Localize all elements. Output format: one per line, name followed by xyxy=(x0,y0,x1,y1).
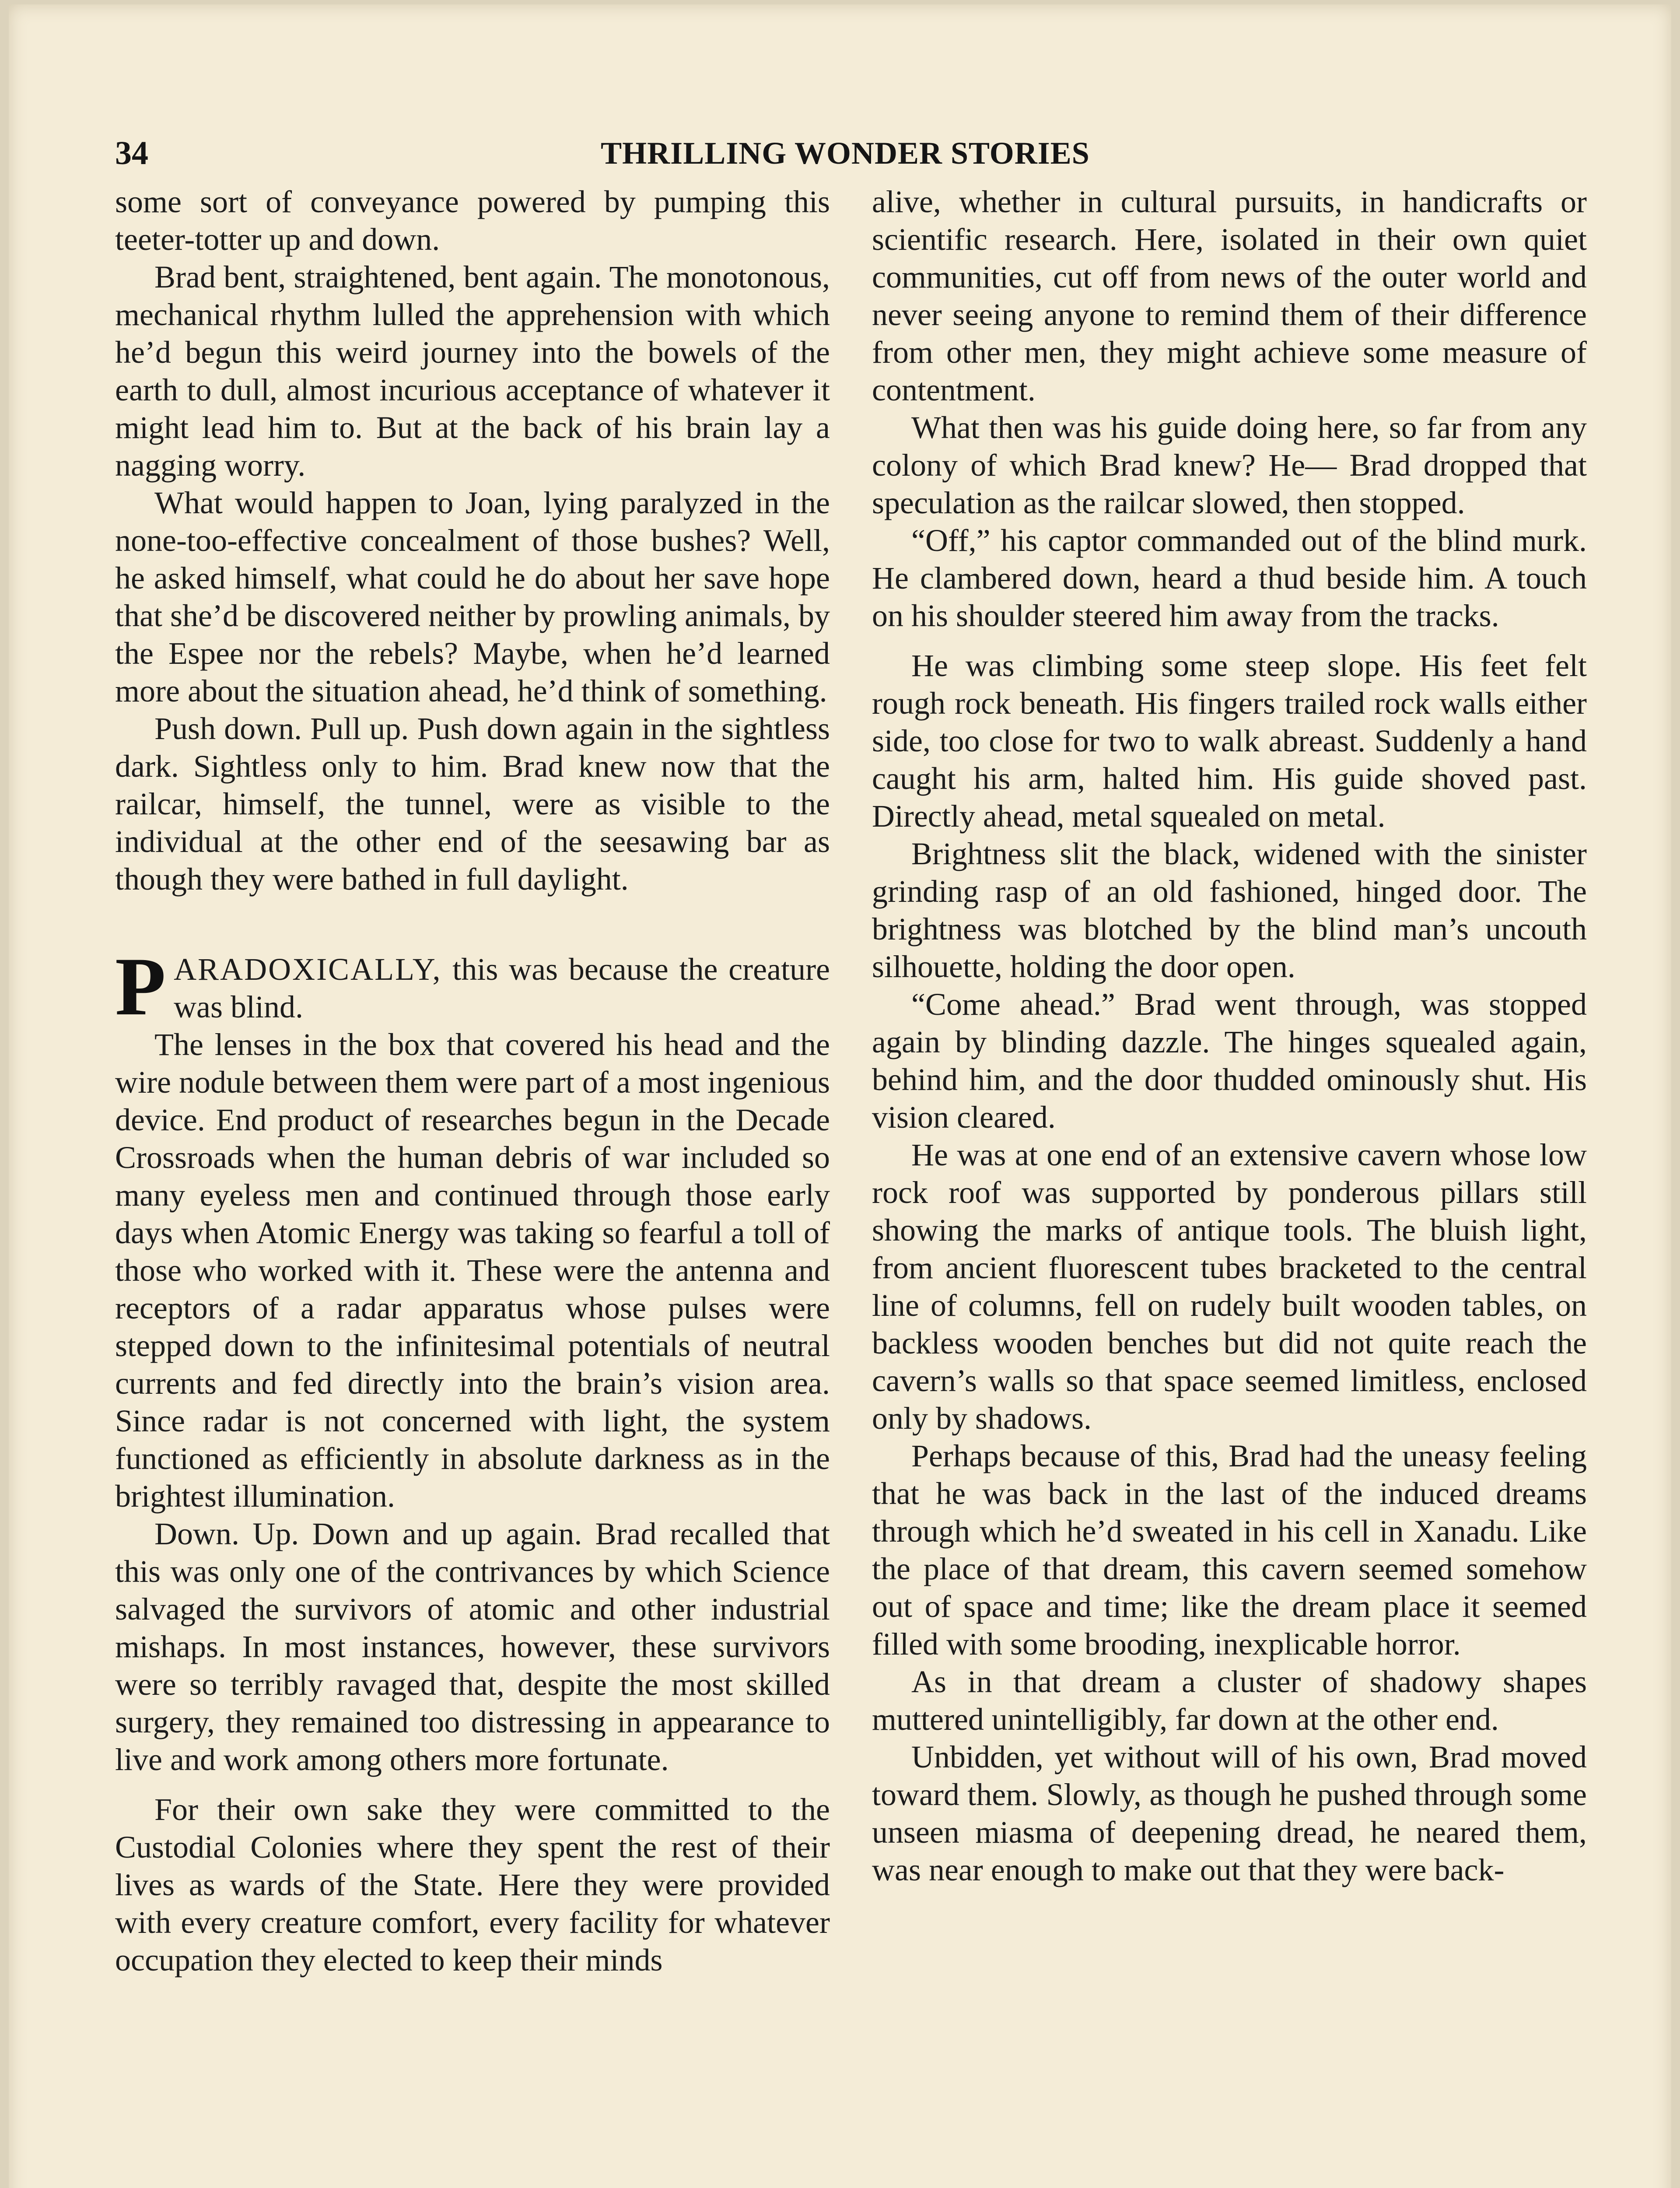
paragraph: Perhaps because of this, Brad had the uneasy feeling that he was back in the last of the induced dreams through which he’d sweated in his cell in Xanadu. Like the place of that dream, this cavern seemed somehow out of space and time; like the dream place it seemed filled with some brooding, inexplicable horror. xyxy=(872,1438,1587,1662)
running-head-title: THRILLING WONDER STORIES xyxy=(601,136,1090,171)
paragraph: What then was his guide doing here, so far from any colony of which Brad knew? He— Brad dropped that speculation as the railcar slowed, then stopped. xyxy=(872,410,1587,520)
paragraph: Brightness slit the black, widened with the sinister grinding rasp of an old fashioned, hinged door. The brightness was blotched by the blind man’s uncouth silhouette, holding the door open. xyxy=(872,836,1587,984)
magazine-page xyxy=(9,4,1671,2188)
paragraph: Down. Up. Down and up again. Brad recalled that this was only one of the contrivances by which Science salvaged the survivors of atomic and other industrial mishaps. In most instances, however, these survivors were so terribly ravaged that, despite the most skilled surgery, they remained too distressing in appearance to live and work among others more fortunate. xyxy=(115,1516,830,1777)
paragraph: “Off,” his captor commanded out of the blind murk. He clambered down, heard a thud beside him. A touch on his shoulder steered him away from the tracks. xyxy=(872,523,1587,633)
paragraph: He was climbing some steep slope. His feet felt rough rock beneath. His fingers trailed rock walls either side, too close for two to walk abreast. Suddenly a hand caught his arm, halted him. His guide shoved past. Directly ahead, metal squealed on metal. xyxy=(872,648,1587,834)
paragraph: As in that dream a cluster of shadowy shapes muttered unintelligibly, far down at the other end. xyxy=(872,1664,1587,1737)
paragraph: “Come ahead.” Brad went through, was stopped again by blinding dazzle. The hinges squealed again, behind him, and the door thudded ominously shut. His vision cleared. xyxy=(872,987,1587,1135)
paragraph: Brad bent, straightened, bent again. The monotonous, mechanical rhythm lulled the apprehension with which he’d begun this weird journey into the bowels of the earth to dull, almost incurious acceptance of whatever it might lead him to. But at the back of his brain lay a nagging worry. xyxy=(115,259,830,483)
paragraph: What would happen to Joan, lying paralyzed in the none-too-effective concealment of those bushes? Well, he asked himself, what could he do about her save hope that she’d be discovered neither by prowling animals, by the Espee nor the rebels? Maybe, when he’d learned more about the situation ahead, he’d think of something. xyxy=(115,485,830,708)
paragraph: Unbidden, yet without will of his own, Brad moved toward them. Slowly, as though he pushed through some unseen miasma of deepening dread, he neared them, was near enough to make out that they were back- xyxy=(872,1739,1587,1887)
page-number: 34 xyxy=(115,135,148,172)
paragraph-text: this was because the creature was blind. xyxy=(174,952,830,1024)
page-header xyxy=(115,131,1575,175)
paragraph: Push down. Pull up. Push down again in the sightless dark. Sightless only to him. Brad knew now that the railcar, himself, the tunnel, were as visible to the individual at the other end of the seesawing bar as though they were bathed in full daylight. xyxy=(115,711,830,897)
right-text-column xyxy=(872,183,1587,1889)
small-caps-lead: ARADOXICALLY, xyxy=(174,952,442,987)
paragraph: The lenses in the box that covered his head and the wire nodule between them were part of a most ingenious device. End product of researches begun in the Decade Crossroads when the human debris of war included so many eyeless men and continued through those early days when Atomic Energy was taking so fearful a toll of those who worked with it. These were the antenna and receptors of a radar apparatus whose pulses were stepped down to the infinitesimal potentials of neutral currents and fed directly into the brain’s vision area. Since radar is not concerned with light, the system functioned as efficiently in absolute darkness as in the brightest illumination. xyxy=(115,1027,830,1514)
left-text-column xyxy=(115,183,830,1979)
drop-cap: P xyxy=(115,941,166,1033)
paragraph: some sort of conveyance powered by pumping this teeter-totter up and down. xyxy=(115,184,830,257)
section-opening-paragraph xyxy=(115,941,830,1033)
paragraph: For their own sake they were committed to the Custodial Colonies where they spent the rest of their lives as wards of the State. Here they were provided with every creature comfort, every facility for whatever occupation they elected to keep their minds xyxy=(115,1792,830,1978)
paragraph: alive, whether in cultural pursuits, in handicrafts or scientific research. Here, isolated in their own quiet communities, cut off from news of the outer world and never seeing anyone to remind them of their difference from other men, they might achieve some measure of contentment. xyxy=(872,184,1587,407)
paragraph: He was at one end of an extensive cavern whose low rock roof was supported by ponderous pillars still showing the marks of antique tools. The bluish light, from ancient fluorescent tubes bracketed to the central line of columns, fell on rudely built wooden tables, on backless wooden benches but did not quite reach the cavern’s walls so that space seemed limitless, enclosed only by shadows. xyxy=(872,1137,1587,1436)
